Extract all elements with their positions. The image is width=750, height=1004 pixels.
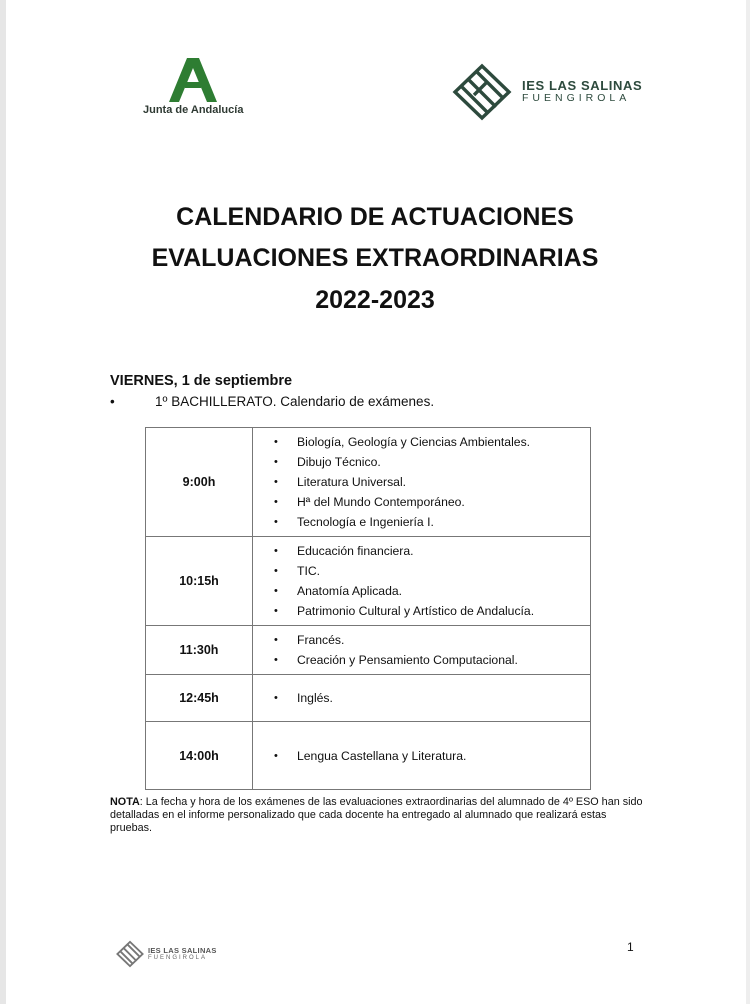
table-row [146,428,591,537]
junta-logo-text: Junta de Andalucía [143,104,244,116]
level-text: 1º BACHILLERATO. Calendario de exámenes. [155,394,435,409]
title-line-1: CALENDARIO DE ACTUACIONES [176,203,574,231]
junta-de-andalucia-logo [143,58,253,120]
subject-item: • Dibujo Técnico. [253,452,590,472]
subject-item: • Literatura Universal. [253,472,590,492]
time-cell: 9:00h [146,428,253,537]
footer-school-name: IES LAS SALINAS [148,946,217,955]
subject-item: • Hª del Mundo Contemporáneo. [253,492,590,512]
subject-item: • Francés. [253,630,590,650]
time-cell: 14:00h [146,722,253,790]
subjects-cell [253,722,591,790]
ies-diamond-icon [452,63,512,121]
footer-diamond-icon [116,940,144,968]
subject-item: • Anatomía Aplicada. [253,581,590,601]
junta-a-icon [169,58,217,102]
ies-las-salinas-logo [452,63,652,121]
time-cell: 11:30h [146,626,253,675]
subjects-cell [253,428,591,537]
subject-item: • Lengua Castellana y Literatura. [253,746,590,766]
subject-item: • Creación y Pensamiento Computacional. [253,650,590,670]
subject-item: • TIC. [253,561,590,581]
time-cell: 12:45h [146,675,253,722]
title-year: 2022-2023 [315,286,435,314]
subject-item: • Educación financiera. [253,541,590,561]
time-cell: 10:15h [146,537,253,626]
level-bullet: • [110,394,115,409]
footer-school-city: FUENGIROLA [148,955,208,961]
subject-item: • Tecnología e Ingeniería I. [253,512,590,532]
note-text: : La fecha y hora de los exámenes de las evaluaciones extraordinarias del alumnado de 4º ESO han sido detalladas en el informe personalizado que cada docente ha entregado al alumnado que realizará estas pruebas. [110,796,643,834]
note-label: NOTA [110,796,140,808]
page-left-edge [0,0,6,1004]
table-row [146,626,591,675]
page-right-edge [746,0,750,1004]
title-line-2: EVALUACIONES EXTRAORDINARIAS [151,244,599,272]
table-row [146,537,591,626]
page-number: 1 [627,940,634,954]
note-paragraph [110,796,650,835]
subject-item: • Inglés. [253,688,590,708]
subjects-cell [253,626,591,675]
exam-schedule-table [145,427,591,790]
exam-day-heading: VIERNES, 1 de septiembre [110,373,293,389]
school-name: IES LAS SALINAS [522,78,643,93]
subjects-cell [253,675,591,722]
table-row [146,675,591,722]
subject-item: • Patrimonio Cultural y Artístico de Andalucía. [253,601,590,621]
subject-item: • Biología, Geología y Ciencias Ambientales. [253,432,590,452]
footer-school-logo [116,940,236,970]
subjects-cell [253,537,591,626]
school-city: FUENGIROLA [522,92,631,104]
table-row [146,722,591,790]
